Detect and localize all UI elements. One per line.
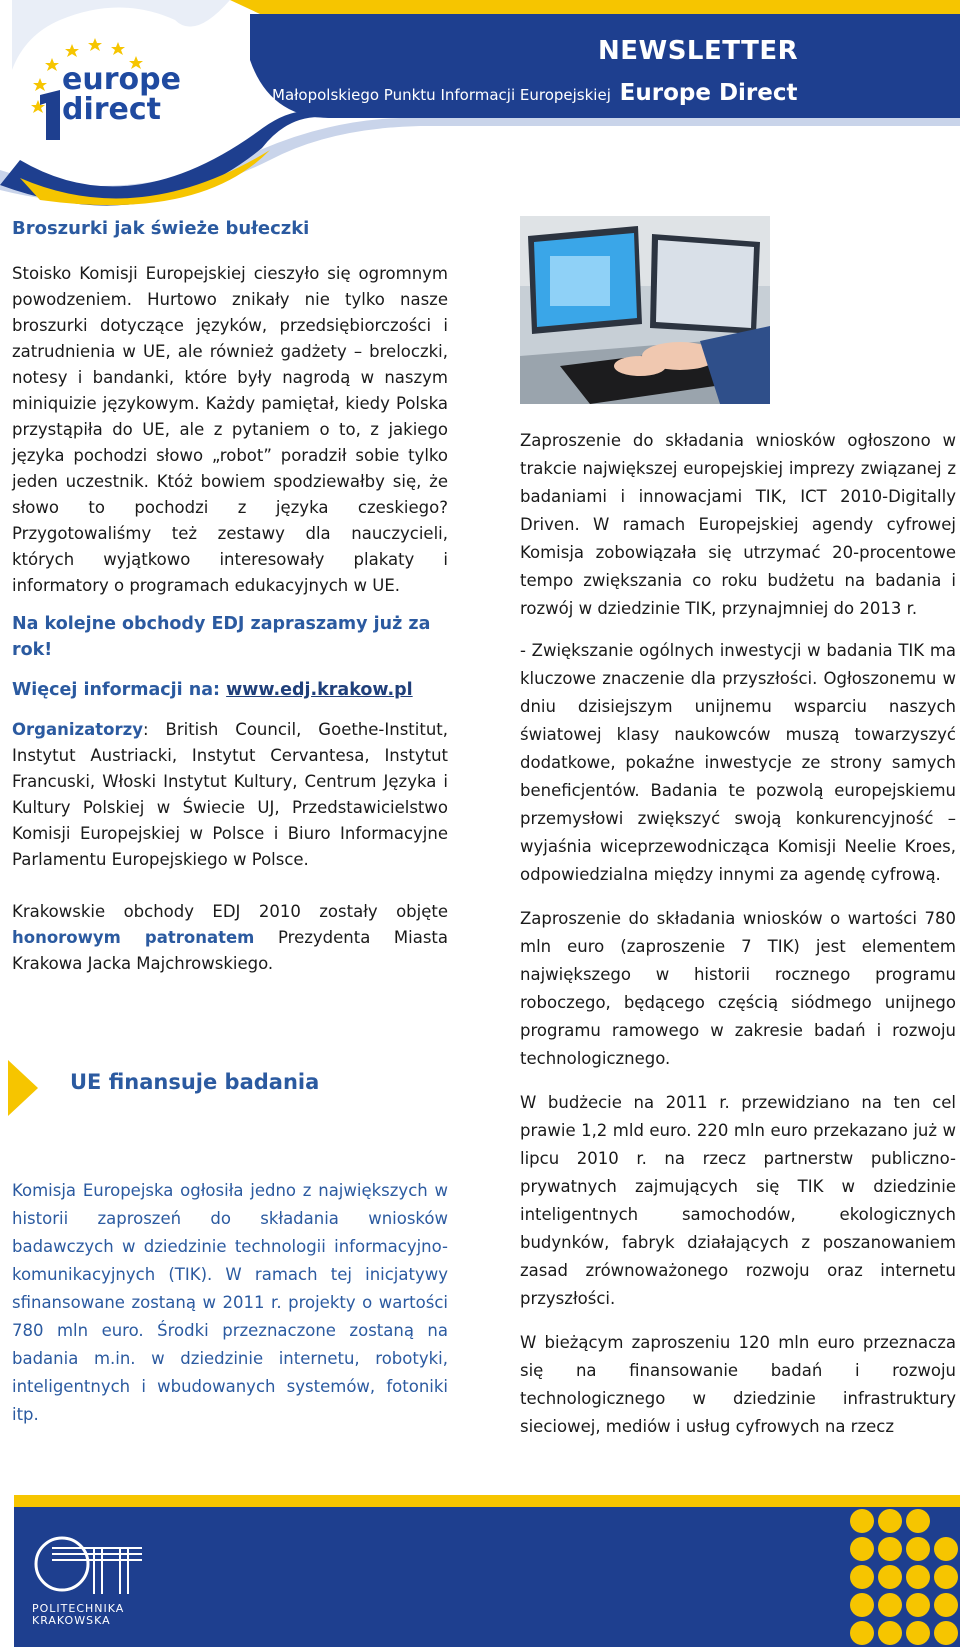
left-column	[12, 214, 448, 977]
more-info-link[interactable]: www.edj.krakow.pl	[226, 680, 413, 700]
more-info-label: Więcej informacji na:	[12, 680, 227, 700]
section-intro-wrap	[12, 1177, 448, 1429]
computer-photo-image	[520, 216, 770, 404]
newsletter-subtitle	[272, 80, 798, 106]
organizers-text: : British Council, Goethe-Institut, Instytut Austriacki, Instytut Cervantesa, Instytut Francuski, Włoski Instytut Kultury, Centrum Języka i Kultury Polskiej w Świecie UJ, Przedstawicielstwo Komisji Europejskiej w Polsce i Biuro Informacyjne Parlamentu Europejskiego w Polsce.	[12, 720, 448, 869]
newsletter-title: NEWSLETTER	[598, 36, 799, 66]
logo-direct-text: direct	[62, 92, 162, 127]
computer-photo	[520, 216, 770, 404]
logo-europe-text: europe	[62, 62, 181, 97]
subtitle-prefix: Małopolskiego Punktu Informacji Europejskiej	[272, 86, 611, 104]
university-logo-icon	[32, 1530, 152, 1600]
article-heading: Broszurki jak świeże bułeczki	[12, 218, 310, 239]
university-line2: KRAKOWSKA	[32, 1614, 111, 1627]
right-paragraph-5: W bieżącym zaproszeniu 120 mln euro przeznacza się na finansowanie badań i rozwoju technologicznego w dziedzinie infrastruktury sieciowej, mediów i usług cyfrowych na rzecz	[520, 1333, 956, 1436]
section-title: UE finansuje badania	[70, 1070, 320, 1094]
patronage-post: Prezydenta Miasta Krakowa Jacka Majchrowskiego.	[12, 928, 449, 973]
patronage-pre: Krakowskie obchody EDJ 2010 zostały objęte	[12, 902, 448, 921]
organizers-paragraph	[12, 717, 448, 873]
right-column	[520, 427, 956, 1441]
university-line1: POLITECHNIKA	[32, 1602, 125, 1615]
newsletter-header	[0, 0, 960, 215]
triangle-bullet-icon	[8, 1060, 38, 1116]
organizers-label: Organizatorzy	[12, 720, 143, 739]
section-intro: Komisja Europejska ogłosiła jedno z największych w historii zaproszeń do składania wniosków badawczych w dziedzinie technologii informacyjno-komunikacyjnych (TIK). W ramach tej inicjatywy sfinansowane zostaną w 2011 r. projekty o wartości 780 mln euro. Środki przeznaczone zostaną na badania m.in. w dziedzinie internetu, robotyki, inteligentnych i wbudowanych systemów, fotoniki itp.	[12, 1181, 448, 1424]
university-name	[32, 1603, 124, 1627]
right-paragraph-1: Zaproszenie do składania wniosków ogłoszono w trakcie największej europejskiej imprezy związanej z badaniami i innowacjami TIK, ICT 2010-Digitally Driven. W ramach Europejskiej agendy cyfrowej Komisja zobowiązała się utrzymać 20-procentowe tempo zwiększania co roku budżetu na badania i rozwój w dziedzinie TIK, przynajmniej do 2013 r.	[520, 431, 956, 618]
right-paragraph-3: Zaproszenie do składania wniosków o wartości 780 mln euro (zaproszenie 7 TIK) jest elementem największego w historii rocznego programu roboczego, będącego częścią siódmego unijnego programu ramowego w zakresie badań i rozwoju technologicznego.	[520, 909, 956, 1068]
article-paragraph: Stoisko Komisji Europejskiej cieszyło się ogromnym powodzeniem. Hurtowo znikały nie tylko nasze broszurki dotyczące języków, przedsiębiorczości i zatrudnienia w UE, ale również gadżety – breloczki, notesy i bandanki, które były nagrodą w naszym miniquizie językowym. Każdy pamiętał, kiedy Polska przystąpiła do UE, ale z pytaniem o to, z jakiego języka pochodzi słowo „robot” poradził sobie tylko jeden uczestnik. Któż bowiem spodziewałby się, że słowo to pochodzi z języka czeskiego? Przygotowaliśmy też zestawy dla nauczycieli, których wyjątkowo interesowały plakaty i informatory o programach edukacyjnych w UE.	[12, 264, 448, 595]
right-paragraph-4: W budżecie na 2011 r. przewidziano na ten cel prawie 1,2 mld euro. 220 mln euro przekazano już w lipcu 2010 r. na rzecz partnerstw publiczno-prywatnych zajmujących się TIK w dziedzinie inteligentnych samochodów, ekologicznych budynków, fabryk działających z poszanowaniem zasad zrównoważonego rozwoju oraz internetu przyszłości.	[520, 1093, 956, 1308]
right-paragraph-2: - Zwiększanie ogólnych inwestycji w badania TIK ma kluczowe znaczenie dla przyszłości. Ogłoszonemu w dniu dzisiejszym unijnemu wsparciu naszych światowej klasy naukowców muszą towarzyszyć dodatkowe, pokaźne inwestycje ze strony samych beneficjentów. Badania te pozwolą europejskiemu przemysłowi zwiększyć swoją konkurencyjność – wyjaśnia wiceprzewodnicząca Komisji Neelie Kroes, odpowiedzialna między innymi za agendę cyfrową.	[520, 641, 956, 884]
patronage-paragraph	[12, 899, 448, 977]
more-info	[12, 677, 448, 703]
patronage-bold: honorowym patronatem	[12, 928, 255, 947]
subtitle-brand: Europe Direct	[619, 80, 798, 106]
section-heading-block	[8, 1060, 448, 1116]
invite-text: Na kolejne obchody EDJ zapraszamy już za rok!	[12, 614, 431, 660]
